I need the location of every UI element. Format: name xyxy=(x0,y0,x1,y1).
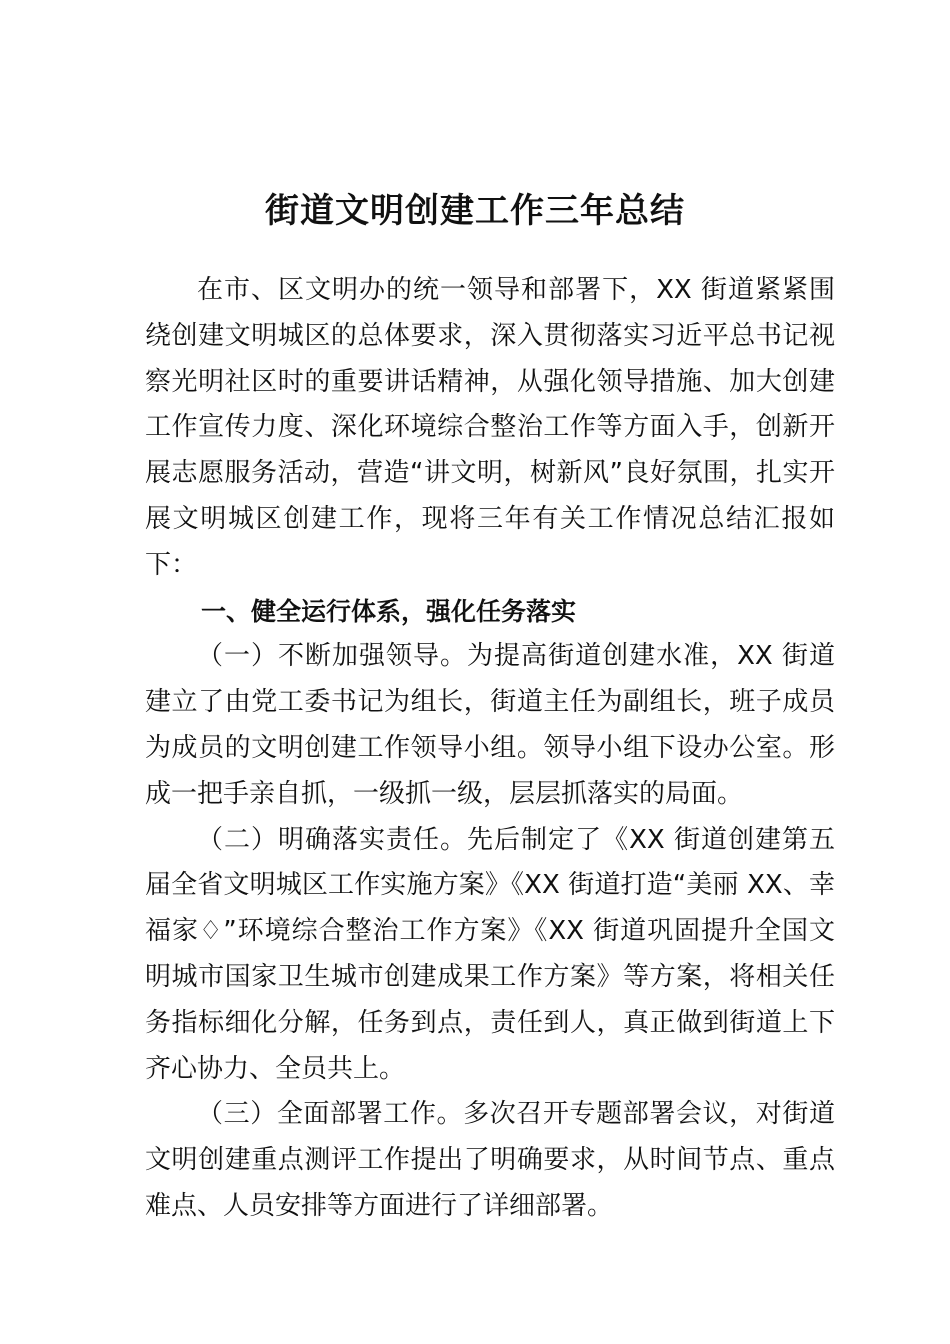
section-heading: 一、健全运行体系，强化任务落实 xyxy=(201,596,577,626)
intro-paragraph: 在市、区文明办的统一领导和部署下，XX 街道紧紧围绕创建文明城区的总体要求，深入贯彻落实习近平总书记视察光明社区时的重要讲话精神，从强化领导措施、加大创建工作宣传力度、深化环境综合整治工作等方面入手，创新开 展志愿服务活动，营造“讲文明，树新风”良好氛围，扎实开 展文明城区创建工作，现将三年有关工作情况总结汇报如下： xyxy=(145,275,835,580)
document-title: 街道文明创建工作三年总结 xyxy=(265,191,685,231)
document-body xyxy=(145,268,835,1230)
section-paragraph-3: （三）全面部署工作。多次召开专题部署会议，对街道文明创建重点测评工作提出了明确要求，从时间节点、重点难点、人员安排等方面进行了详细部署。 xyxy=(145,1099,835,1221)
section-paragraph-1: （一）不断加强领导。为提高街道创建水准，XX 街道建立了由党工委书记为组长，街道主任为副组长，班子成员为成员的文明创建工作领导小组。领导小组下设办公室。形成一把手亲自抓，一级抓一级，层层抓落实的局面。 xyxy=(145,641,835,809)
section-paragraph-2: （二）明确落实责任。先后制定了《XX 街道创建第五届全省文明城区工作实施方案》《XX 街道打造“美丽 XX、幸福家♢”环境综合整治工作方案》《XX 街道巩固提升全国文明城市国家卫生城市创建成果工作方案》等方案，将相关任务指标细化分解，任务到点，责任到人，真正做到街道上下齐心协力、全员共上。 xyxy=(145,824,835,1084)
